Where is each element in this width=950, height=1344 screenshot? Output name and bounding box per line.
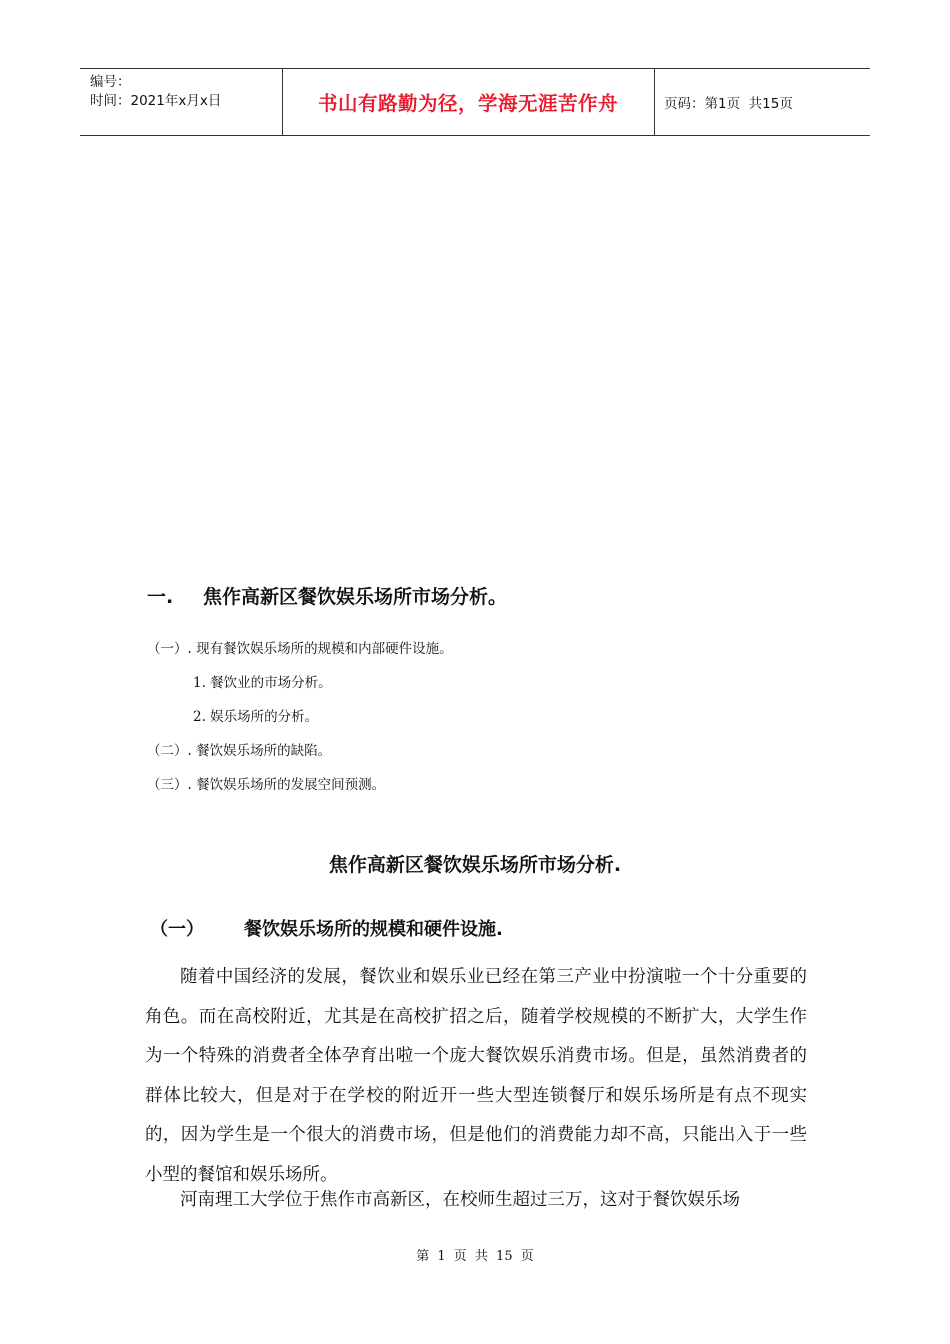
- document-number-label: 编号：: [90, 74, 131, 90]
- header-motto: 书山有路勤为径，学海无涯苦作舟: [317, 92, 618, 115]
- outline-item: 1. 餐饮业的市场分析。: [193, 675, 332, 691]
- page-footer: 第 1 页 共 15 页: [416, 1249, 534, 1264]
- document-time-label: 时间：2021年x月x日: [90, 93, 222, 109]
- outline-section-number: 一.: [147, 586, 174, 608]
- outline-section-title: 焦作高新区餐饮娱乐场所市场分析。: [203, 586, 508, 608]
- header-page-info: 页码：第1页 共15页: [664, 96, 793, 112]
- outline-item: （三）. 餐饮娱乐场所的发展空间预测。: [147, 777, 386, 793]
- article-title: 焦作高新区餐饮娱乐场所市场分析.: [328, 854, 622, 876]
- article-subheading: [150, 915, 503, 941]
- body-paragraph: 河南理工大学位于焦作市高新区，在校师生超过三万，这对于餐饮娱乐场: [180, 1190, 740, 1210]
- outline-item: （二）. 餐饮娱乐场所的缺陷。: [147, 743, 332, 759]
- outline-section-heading: [147, 582, 507, 609]
- outline-item: 2. 娱乐场所的分析。: [193, 709, 319, 725]
- header-divider-right: [654, 69, 655, 135]
- subsection-title: 餐饮娱乐场所的规模和硬件设施.: [244, 919, 503, 940]
- body-paragraph: 随着中国经济的发展，餐饮业和娱乐业已经在第三产业中扮演啦一个十分重要的角色。而在高校附近，尤其是在高校扩招之后，随着学校规模的不断扩大，大学生作为一个特殊的消费者全体孕育出啦一个庞大餐饮娱乐消费市场。但是，虽然消费者的群体比较大，但是对于在学校的附近开一些大型连锁餐厅和娱乐场所是有点不现实的，因为学生是一个很大的消费市场，但是他们的消费能力却不高，只能出入于一些小型的餐馆和娱乐场所。: [145, 967, 807, 1185]
- page-header: [80, 68, 870, 136]
- outline-item: （一）. 现有餐饮娱乐场所的规模和内部硬件设施。: [147, 641, 453, 657]
- header-meta: [90, 73, 280, 111]
- subsection-number: （一）: [150, 919, 204, 940]
